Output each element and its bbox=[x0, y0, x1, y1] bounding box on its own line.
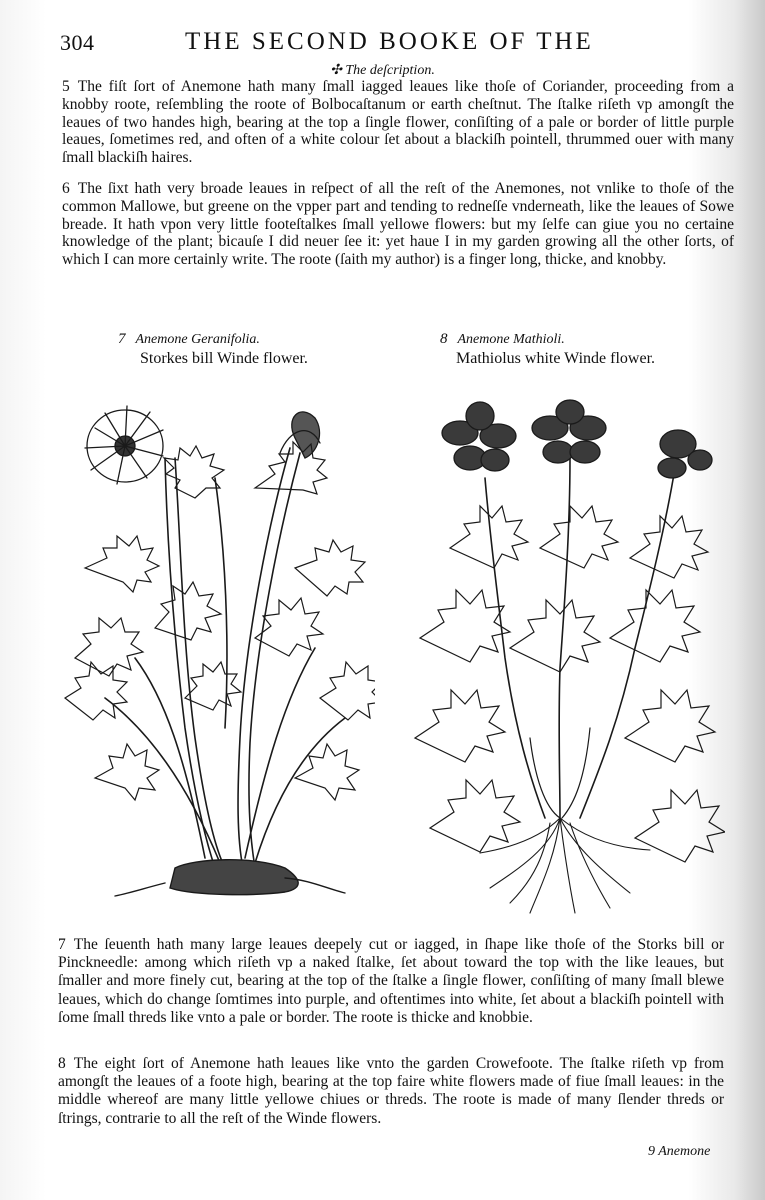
paragraph-text: The eight ſort of Anemone hath leaues like vnto the garden Crowefoote. The ſtalke riſeth vp from amongſt the leaues of a foote high, bearing at the top faire white flowers made of fiue ſmall leaues: in the middle whereof are many little yellowe chiues or threds. The roote is made of many ſlender threds or ſtrings, contrarie to all the reſt of the Winde flowers. bbox=[58, 1055, 724, 1127]
figure-english-name: Mathiolus white Winde flower. bbox=[456, 350, 656, 367]
paragraph-number: 6 bbox=[62, 180, 70, 197]
figure-number: 7 bbox=[118, 331, 126, 347]
catchword: 9 Anemone bbox=[648, 1144, 711, 1159]
section-heading-text: The deſcription. bbox=[345, 63, 435, 78]
section-heading bbox=[0, 62, 765, 79]
paragraph-7 bbox=[58, 936, 724, 1027]
figure-caption-7 bbox=[118, 330, 308, 369]
paragraph-6 bbox=[62, 180, 734, 269]
running-head: THE SECOND BOOKE OF THE bbox=[185, 28, 594, 55]
figure-english-name: Storkes bill Winde flower. bbox=[140, 350, 308, 367]
flower-right bbox=[658, 430, 712, 478]
figure-number: 8 bbox=[440, 331, 448, 347]
figure-latin-name: Anemone Geranifolia. bbox=[135, 332, 260, 347]
paragraph-number: 7 bbox=[58, 936, 66, 953]
flower-middle bbox=[532, 400, 606, 463]
paragraph-text: The ſixt hath very broade leaues in reſpect of all the reſt of the Anemones, not vnlike to thoſe of the common Mallowe, but greene on the vpper part and tending to redneſſe vnderneath, like the leaues of Sowe breade. It hath vpon very little footeſtalkes ſmall yellowe flowers: but my ſelfe can giue you no certaine knowledge of the plant; bicauſe I did neuer ſee it: yet haue I in my garden growing all the other ſorts, of which I can more certainly write. The roote (ſaith my author) is a finger long, thicke, and knobby. bbox=[62, 180, 734, 269]
page-number: 304 bbox=[60, 30, 95, 55]
paragraph-number: 8 bbox=[58, 1055, 66, 1072]
paragraph-8 bbox=[58, 1055, 724, 1128]
paragraph-number: 5 bbox=[62, 78, 70, 95]
fleuron-icon: ✣ bbox=[330, 63, 346, 78]
woodcut-storks-bill-wind-flower bbox=[55, 398, 375, 898]
paragraph-text: The ſeuenth hath many large leaues deepely cut or iagged, in ſhape like thoſe of the Storks bill or Pinckneedle: among which riſeth vp a naked ſtalke, ſet about toward the top with the like leaues, but ſmaller and more finely cut, bearing at the top of the ſtalke a ſingle flower, conſiſting of many ſmall blewe leaues, which do change ſomtimes into purple, and oftentimes into white, ſet about a blackiſh pointell with ſome ſmall threds like vnto a pale or border. The roote is thicke and knobbie. bbox=[58, 936, 724, 1026]
flower-left bbox=[442, 402, 516, 471]
paragraph-5 bbox=[62, 78, 734, 167]
figure-caption-8 bbox=[440, 330, 655, 369]
figure-latin-name: Anemone Mathioli. bbox=[457, 332, 565, 347]
paragraph-text: The fiſt ſort of Anemone hath many ſmall iagged leaues like thoſe of Coriander, proceeding from a knobby roote, reſembling the roote of Bolbocaſtanum or earth cheſtnut. The ſtalke riſeth vp amongſt the leaues of two handes high, bearing at the top a ſingle flower, conſiſting of a pale or border of little purple leaues, ſometimes red, and often of a white colour ſet about a blackiſh pointell, thrummed ouer with many ſmall blackiſh haires. bbox=[62, 78, 734, 167]
woodcut-mathiolus-white-wind-flower bbox=[410, 398, 725, 918]
